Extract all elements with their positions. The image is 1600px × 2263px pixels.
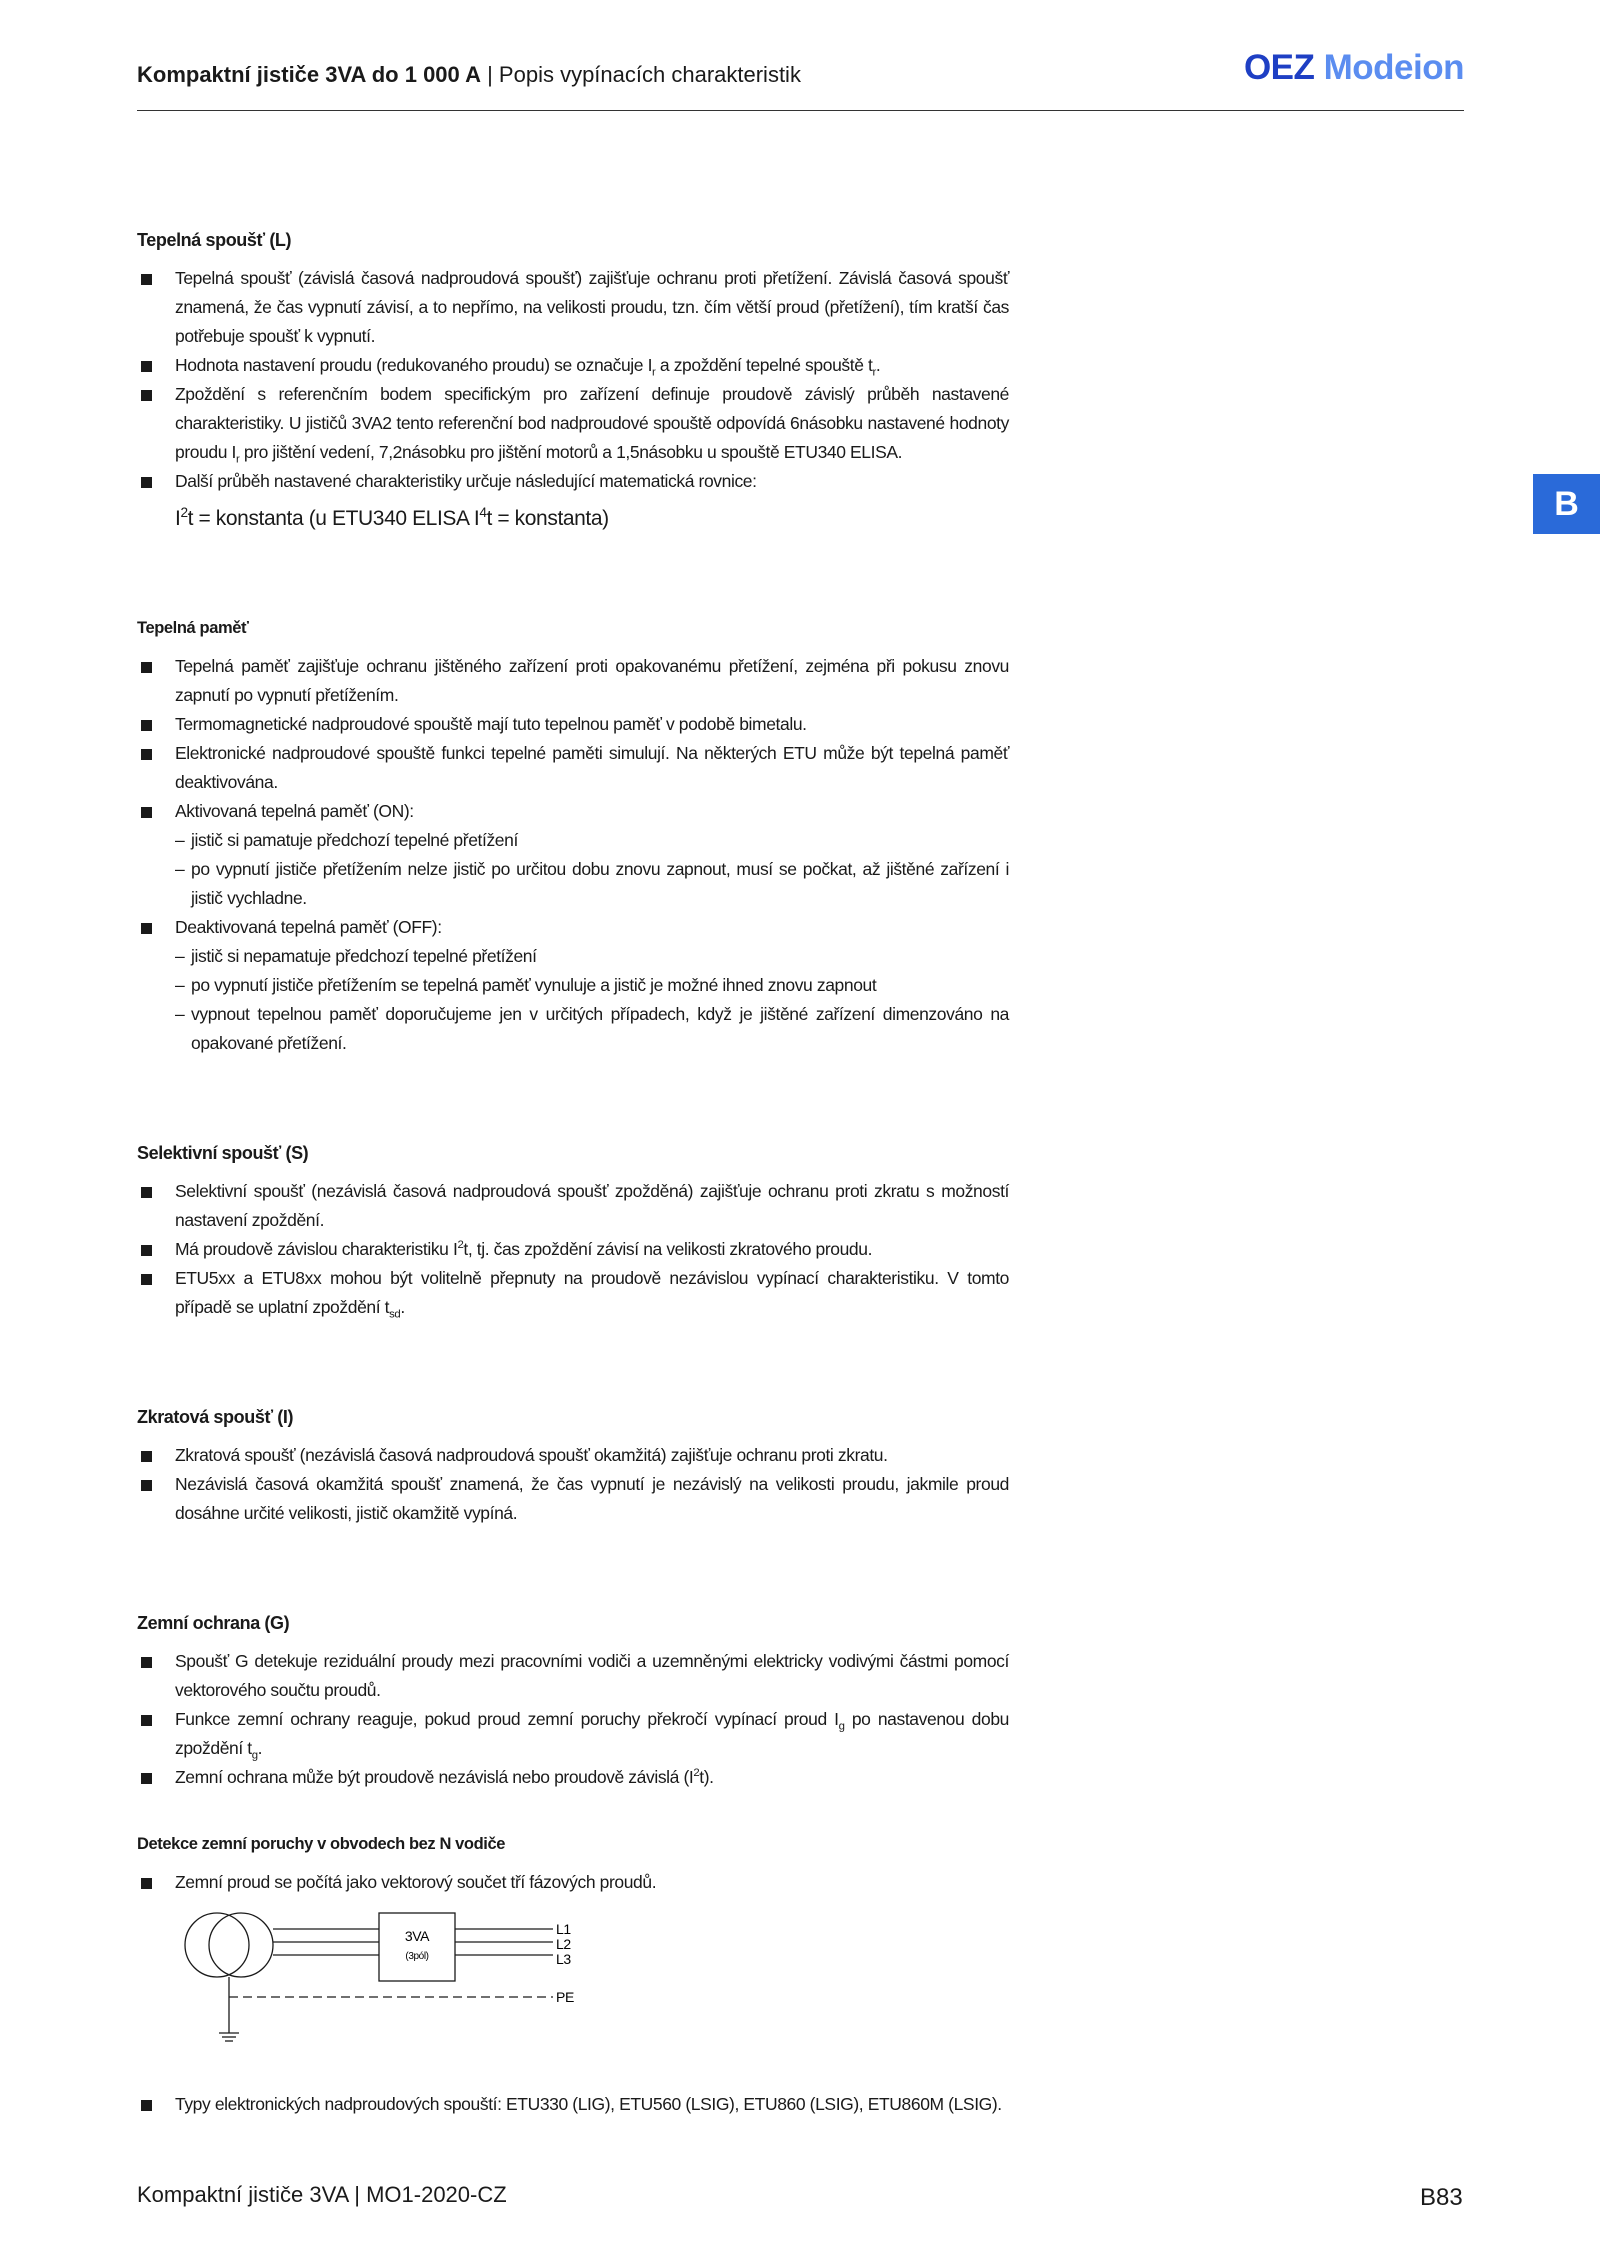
bullet-icon: [141, 2100, 152, 2111]
list-item: Typy elektronických nadproudových spouští: ETU330 (LIG), ETU560 (LSIG), ETU860 (LSIG), ETU860M (LSIG).: [137, 2090, 1009, 2119]
bullet-icon: [141, 1187, 152, 1198]
list-item: Zkratová spoušť (nezávislá časová nadproudová spoušť okamžitá) zajišťuje ochranu proti zkratu.: [137, 1441, 1009, 1470]
section-title-selective-release: Selektivní spoušť (S): [137, 1143, 309, 1163]
bullet-icon: [141, 1657, 152, 1668]
list-item: Zemní ochrana může být proudově nezávislá nebo proudově závislá $(I^2t)$.: [137, 1763, 1009, 1792]
label-l2: L2: [556, 1936, 571, 1952]
page-header: [137, 0, 1464, 111]
formula: $I^2t$ = konstanta (u ETU340 ELISA $I^4t$ = konstanta): [175, 505, 609, 530]
selective-release-list: [137, 1177, 1009, 1322]
section-title-ground-fault-detection: Detekce zemní poruchy v obvodech bez N vodiče: [137, 1835, 506, 1853]
list-item: Další průběh nastavené charakteristiky určuje následující matematická rovnice:: [137, 467, 1009, 496]
list-item: Deaktivovaná tepelná paměť (OFF):: [137, 913, 1009, 942]
bullet-icon: [141, 1773, 152, 1784]
section-title-short-circuit-release: Zkratová spoušť (I): [137, 1407, 294, 1427]
dash-item: – jistič si pamatuje předchozí tepelné přetížení: [175, 830, 518, 850]
list-item: Tepelná paměť zajišťuje ochranu jištěného zařízení proti opakovanému přetížení, zejména při pokusu znovu zapnutí po vypnutí přetížením.: [137, 652, 1009, 710]
label-pe: PE: [556, 1989, 574, 2005]
list-item: ETU5xx a ETU8xx mohou být volitelně přepnuty na proudově nezávislou vypínací charakteristiku. V tomto případě se uplatní zpoždění $t_{sd}$.: [137, 1264, 1009, 1322]
bullet-icon: [141, 1480, 152, 1491]
bullet-icon: [141, 1878, 152, 1889]
dash-item: – vypnout tepelnou paměť doporučujeme jen v určitých případech, když je jištěné zařízení dimenzováno na opakované přetížení.: [175, 1004, 1009, 1053]
dash-item: – jistič si nepamatuje předchozí tepelné přetížení: [175, 946, 537, 966]
bullet-icon: [141, 923, 152, 934]
section-title-ground-protection: Zemní ochrana (G): [137, 1613, 290, 1633]
bullet-icon: [141, 720, 152, 731]
bullet-icon: [141, 1274, 152, 1285]
breaker-3va-box: [379, 1913, 455, 1981]
bullet-icon: [141, 1451, 152, 1462]
short-circuit-list: [137, 1441, 1009, 1528]
list-item: Hodnota nastavení proudu (redukovaného proudu) se označuje $I_r$ a zpoždění tepelné spouště $t_r$.: [137, 351, 1009, 380]
bullet-icon: [141, 390, 152, 401]
section-title-thermal-release: Tepelná spoušť (L): [137, 230, 292, 250]
list-item: Má proudově závislou charakteristiku $I^2t$, tj. čas zpoždění závisí na velikosti zkratového proudu.: [137, 1235, 1009, 1264]
footer-document-id: Kompaktní jističe 3VA | MO1-2020-CZ: [137, 2182, 507, 2207]
label-l3: L3: [556, 1951, 571, 1967]
etu-types-list: [137, 2090, 1009, 2119]
list-item: Selektivní spoušť (nezávislá časová nadproudová spoušť zpožděná) zajišťuje ochranu proti zkratu s možností nastavení zpoždění.: [137, 1177, 1009, 1235]
ground-icon: [219, 1977, 239, 2041]
list-item: Tepelná spoušť (závislá časová nadproudová spoušť) zajišťuje ochranu proti přetížení. Závislá časová spoušť znamená, že čas vypnutí závisí, a to nepřímo, na velikosti proudu, tzn. čím větší proud (přetížení), tím kratší čas potřebuje spoušť k vypnutí.: [137, 264, 1009, 351]
chapter-tab: B: [1533, 474, 1600, 534]
page-number: B83: [1420, 2184, 1463, 2211]
list-item: Spoušť G detekuje reziduální proudy mezi pracovními vodiči a uzemněnými elektricky vodivými částmi pomocí vektorového součtu proudů.: [137, 1647, 1009, 1705]
breaker-sublabel: (3pól): [405, 1951, 429, 1962]
ground-fault-detection-list: [137, 1868, 1009, 1897]
label-l1: L1: [556, 1921, 571, 1937]
bullet-icon: [141, 662, 152, 673]
breaker-label: 3VA: [404, 1928, 430, 1944]
bullet-icon: [141, 274, 152, 285]
bullet-icon: [141, 807, 152, 818]
header-title: Kompaktní jističe 3VA do 1 000 A | Popis vypínacích charakteristik: [137, 62, 801, 87]
thermal-release-list: [137, 264, 1009, 496]
section-title-thermal-memory: Tepelná paměť: [137, 619, 249, 637]
ground-protection-list: [137, 1647, 1009, 1792]
bullet-icon: [141, 361, 152, 372]
dash-item: – po vypnutí jističe přetížením se tepelná paměť vynuluje a jistič je možné ihned znovu zapnout: [175, 975, 877, 995]
bullet-icon: [141, 1715, 152, 1726]
thermal-memory-list: [137, 652, 1009, 826]
page-content: [137, 226, 1009, 2119]
oez-modeion-logo: OEZ Modeion: [1243, 48, 1464, 87]
bullet-icon: [141, 477, 152, 488]
list-item: Aktivovaná tepelná paměť (ON):: [137, 797, 1009, 826]
list-item: Zpoždění s referenčním bodem specifickým pro zařízení definuje proudově závislý průběh nastavené charakteristiky. U jističů 3VA2 tento referenční bod nadproudové spouště odpovídá 6násobku nastavené hodnoty proudu $I_r$ pro jištění vedení, 7,2násobku pro jištění motorů a 1,5násobku u spouště ETU340 ELISA.: [137, 380, 1009, 467]
list-item: Termomagnetické nadproudové spouště mají tuto tepelnou paměť v podobě bimetalu.: [137, 710, 1009, 739]
transformer-symbol: [185, 1913, 273, 1977]
ground-fault-circuit-diagram: [175, 1905, 615, 2055]
list-item: Funkce zemní ochrany reaguje, pokud proud zemní poruchy překročí vypínací proud $I_g$ po nastavenou dobu zpoždění $t_g$.: [137, 1705, 1009, 1763]
list-item: Elektronické nadproudové spouště funkci tepelné paměti simulují. Na některých ETU může být tepelná paměť deaktivována.: [137, 739, 1009, 797]
dash-item: – po vypnutí jističe přetížením nelze jistič po určitou dobu znovu zapnout, musí se počkat, až jištěné zařízení i jistič vychladne.: [175, 859, 1009, 908]
list-item: Nezávislá časová okamžitá spoušť znamená, že čas vypnutí je nezávislý na velikosti proudu, jakmile proud dosáhne určité velikosti, jistič okamžitě vypíná.: [137, 1470, 1009, 1528]
bullet-icon: [141, 749, 152, 760]
list-item: Zemní proud se počítá jako vektorový součet tří fázových proudů.: [137, 1868, 1009, 1897]
bullet-icon: [141, 1245, 152, 1256]
